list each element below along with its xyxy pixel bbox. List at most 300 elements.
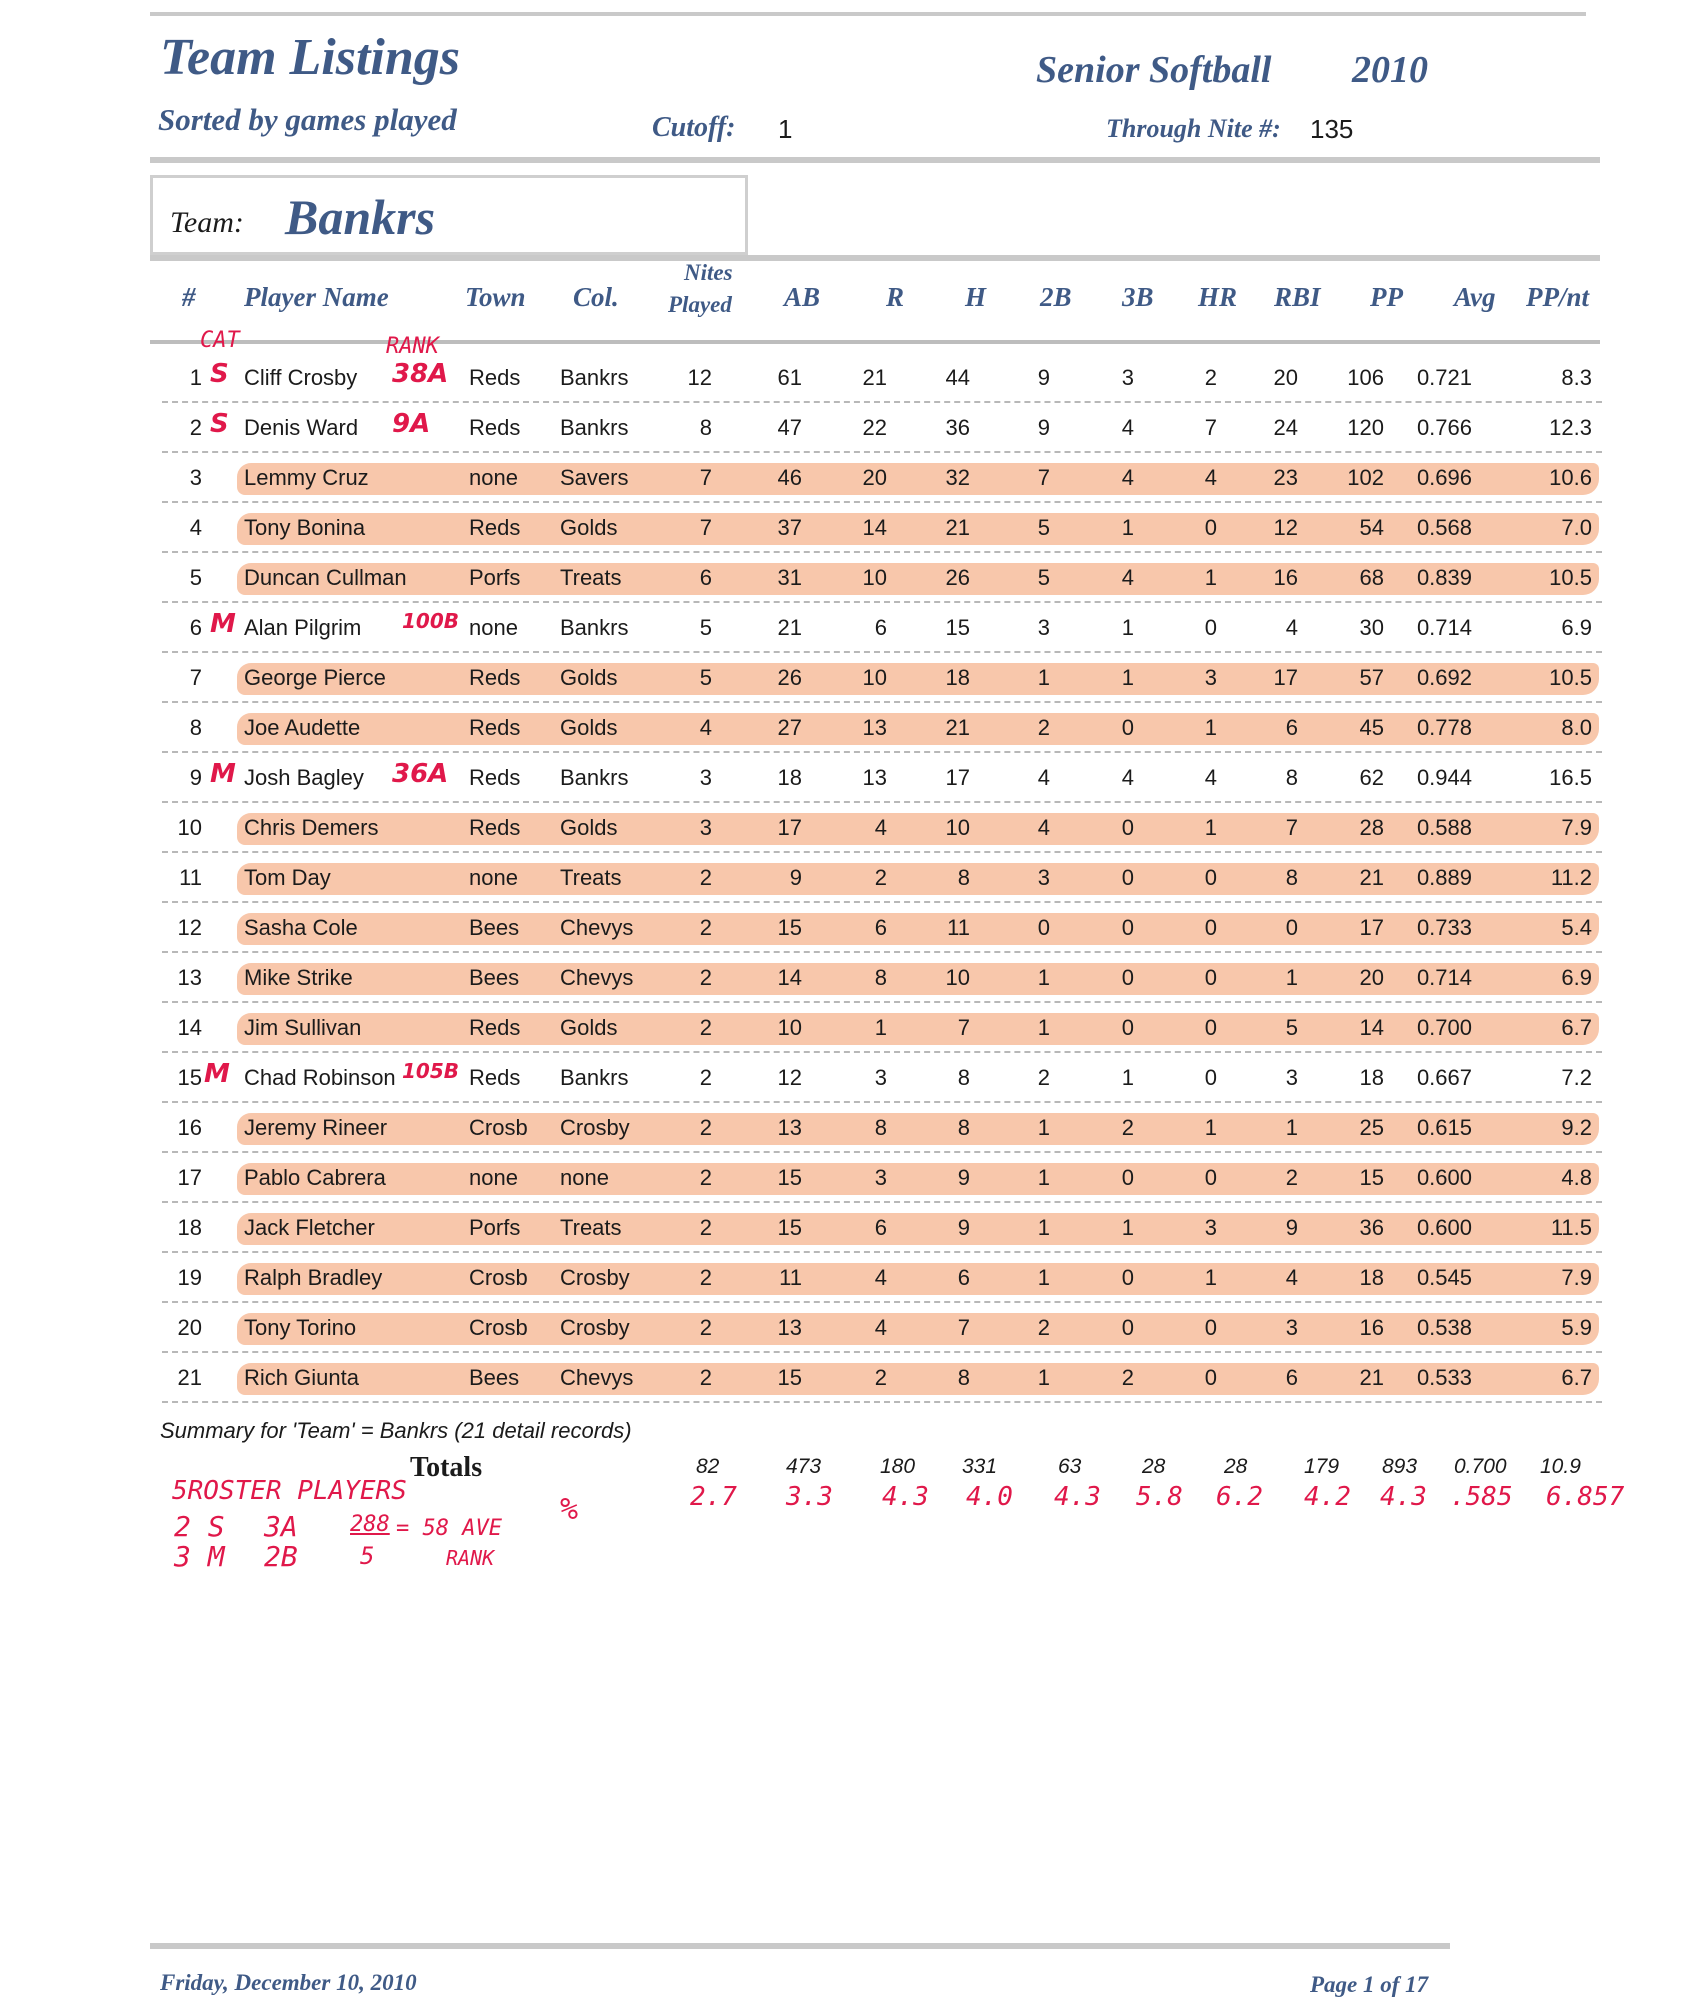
cell-3b: 1 — [1121, 615, 1134, 640]
cell-num: 4 — [189, 515, 202, 540]
handwritten-line3-c: 5 — [360, 1542, 375, 1570]
cell-avg: 0.721 — [1416, 365, 1472, 390]
cell-avg: 0.714 — [1416, 965, 1472, 990]
pct-pp: 4.2 — [1304, 1482, 1351, 1512]
cell-col: Golds — [560, 1015, 618, 1040]
table-row — [162, 455, 1602, 505]
handwritten-line3-d: RANK — [446, 1546, 495, 1570]
cell-2b: 1 — [1037, 1265, 1050, 1290]
cell-r: 6 — [874, 615, 887, 640]
cell-h: 11 — [947, 915, 970, 940]
cell-avg: 0.733 — [1416, 915, 1472, 940]
col-header-2b: 2B — [1040, 282, 1072, 312]
row-divider — [162, 1151, 1602, 1153]
cell-nites: 2 — [699, 1065, 712, 1090]
cell-rbi: 4 — [1285, 615, 1298, 640]
cell-town: Reds — [469, 815, 521, 840]
cell-town: none — [469, 465, 518, 490]
cell-nites: 2 — [699, 1365, 712, 1390]
cell-town: none — [469, 865, 518, 890]
handwritten-cat-label: CAT — [200, 328, 240, 353]
cell-avg: 0.700 — [1416, 1015, 1472, 1040]
cell-player-name: Chris Demers — [244, 815, 379, 840]
cell-hr: 4 — [1204, 465, 1217, 490]
handwritten-line2-d: = 58 AVE — [396, 1516, 502, 1541]
cell-h: 36 — [945, 415, 970, 440]
cell-r: 13 — [862, 715, 887, 740]
total-rbi: 179 — [1304, 1455, 1340, 1478]
team-label: Team: — [170, 206, 244, 239]
cell-nites: 4 — [699, 715, 712, 740]
handwritten-line2-a: 2 S — [174, 1510, 225, 1543]
cell-ppnt: 10.5 — [1549, 665, 1592, 690]
cell-town: Reds — [469, 715, 521, 740]
table-row — [162, 1355, 1602, 1405]
handwritten-line2-b: 3A — [264, 1510, 298, 1543]
cell-player-name: George Pierce — [244, 665, 386, 690]
cell-2b: 5 — [1037, 515, 1050, 540]
cell-h: 18 — [945, 665, 970, 690]
cell-2b: 9 — [1037, 365, 1050, 390]
cell-town: none — [469, 615, 518, 640]
handwritten-line3-b: 2B — [264, 1540, 298, 1573]
cell-player-name: Cliff Crosby — [244, 365, 358, 390]
cell-rbi: 0 — [1285, 915, 1298, 940]
table-row — [162, 805, 1602, 855]
cell-hr: 3 — [1204, 1215, 1217, 1240]
cell-ppnt: 16.5 — [1549, 765, 1592, 790]
cell-player-name: Jack Fletcher — [244, 1215, 375, 1240]
cell-ab: 26 — [777, 665, 802, 690]
cell-hr: 2 — [1204, 365, 1217, 390]
cell-3b: 0 — [1121, 715, 1134, 740]
row-divider — [162, 751, 1602, 753]
handwritten-pct-symbol: % — [560, 1492, 579, 1527]
cell-3b: 0 — [1121, 1015, 1134, 1040]
cell-3b: 0 — [1121, 1265, 1134, 1290]
cell-ab: 46 — [777, 465, 802, 490]
cell-ppnt: 10.5 — [1549, 565, 1592, 590]
header-rule — [150, 157, 1600, 163]
cell-2b: 1 — [1037, 965, 1050, 990]
cell-col: Treats — [560, 565, 622, 590]
cell-nites: 2 — [699, 1115, 712, 1140]
cell-rbi: 17 — [1273, 665, 1298, 690]
cell-ab: 47 — [777, 415, 802, 440]
cell-hr: 0 — [1204, 1365, 1217, 1390]
cell-hr: 1 — [1204, 815, 1217, 840]
cell-num: 6 — [189, 615, 202, 640]
cell-pp: 25 — [1359, 1115, 1384, 1140]
cell-player-name: Chad Robinson — [244, 1065, 396, 1090]
cell-col: Bankrs — [560, 365, 629, 390]
cell-col: Crosby — [560, 1315, 630, 1340]
cell-hr: 0 — [1204, 615, 1217, 640]
cell-2b: 1 — [1037, 1015, 1050, 1040]
cell-town: Reds — [469, 665, 521, 690]
cell-r: 3 — [874, 1065, 887, 1090]
cell-col: Chevys — [560, 965, 634, 990]
cell-avg: 0.538 — [1416, 1315, 1472, 1340]
row-divider — [162, 701, 1602, 703]
row-divider — [162, 551, 1602, 553]
cell-col: Bankrs — [560, 1065, 629, 1090]
cell-ab: 31 — [777, 565, 802, 590]
total-ab: 473 — [786, 1455, 822, 1478]
cell-h: 10 — [945, 965, 970, 990]
cell-town: Crosb — [469, 1315, 528, 1340]
cell-rbi: 6 — [1285, 1365, 1298, 1390]
cell-nites: 3 — [699, 765, 712, 790]
cell-player-name: Rich Giunta — [244, 1365, 359, 1390]
row-divider — [162, 401, 1602, 403]
cell-3b: 2 — [1121, 1115, 1134, 1140]
cell-num: 11 — [179, 865, 202, 890]
table-row — [162, 1105, 1602, 1155]
cell-3b: 1 — [1121, 1065, 1134, 1090]
cell-3b: 0 — [1121, 915, 1134, 940]
cell-pp: 62 — [1359, 765, 1384, 790]
col-header-pp: PP — [1370, 282, 1403, 312]
cell-player-name: Ralph Bradley — [244, 1265, 383, 1290]
handwritten-line2-c: 288 — [350, 1512, 390, 1537]
cell-player-name: Tom Day — [244, 865, 331, 890]
total-h: 331 — [962, 1455, 998, 1478]
cell-ppnt: 10.6 — [1549, 465, 1592, 490]
cell-col: Savers — [560, 465, 629, 490]
table-row — [162, 655, 1602, 705]
cell-nites: 7 — [699, 515, 712, 540]
pct-hr: 5.8 — [1136, 1482, 1183, 1512]
cell-2b: 2 — [1037, 715, 1050, 740]
cell-pp: 18 — [1359, 1065, 1384, 1090]
cell-hr: 0 — [1204, 1065, 1217, 1090]
cell-col: Bankrs — [560, 415, 629, 440]
cell-town: Reds — [469, 365, 521, 390]
cell-r: 22 — [862, 415, 887, 440]
pct-3b: 4.3 — [1054, 1482, 1101, 1512]
cell-num: 21 — [177, 1365, 202, 1390]
report-subtitle: Sorted by games played — [158, 102, 457, 137]
pct-extra: 6.857 — [1546, 1482, 1625, 1512]
col-header-rbi: RBI — [1274, 282, 1321, 312]
cell-avg: 0.766 — [1416, 415, 1472, 440]
cell-3b: 4 — [1121, 565, 1134, 590]
row-divider — [162, 1101, 1602, 1103]
cell-rbi: 16 — [1273, 565, 1298, 590]
cell-3b: 0 — [1121, 1315, 1134, 1340]
cell-2b: 1 — [1037, 1365, 1050, 1390]
cell-hr: 0 — [1204, 1015, 1217, 1040]
cell-player-name: Tony Bonina — [244, 515, 366, 540]
cell-pp: 36 — [1359, 1215, 1384, 1240]
cell-r: 8 — [874, 1115, 887, 1140]
row-divider — [162, 851, 1602, 853]
cell-ab: 13 — [777, 1315, 802, 1340]
cell-ppnt: 7.9 — [1561, 815, 1592, 840]
col-header-ab: AB — [784, 282, 821, 312]
cell-hr: 0 — [1204, 1165, 1217, 1190]
cell-3b: 1 — [1121, 1215, 1134, 1240]
cell-hr: 1 — [1204, 1115, 1217, 1140]
cell-ppnt: 6.9 — [1561, 965, 1592, 990]
columns-bottom-rule — [150, 340, 1600, 344]
cell-pp: 54 — [1359, 515, 1384, 540]
table-row — [162, 755, 1602, 805]
cell-nites: 2 — [699, 1165, 712, 1190]
cell-pp: 21 — [1359, 1365, 1384, 1390]
cell-player-name: Jeremy Rineer — [244, 1115, 388, 1140]
col-header-num: # — [182, 282, 196, 312]
pct-2b: 4.0 — [966, 1482, 1013, 1512]
row-divider — [162, 951, 1602, 953]
cell-player-name: Josh Bagley — [244, 765, 364, 790]
cell-rbi: 1 — [1285, 1115, 1298, 1140]
cell-avg: 0.588 — [1416, 815, 1472, 840]
cell-2b: 3 — [1037, 865, 1050, 890]
cell-h: 9 — [957, 1165, 970, 1190]
total-2b: 63 — [1058, 1455, 1082, 1478]
cell-num: 2 — [189, 415, 202, 440]
cell-ab: 61 — [777, 365, 802, 390]
cell-r: 6 — [874, 915, 887, 940]
cell-h: 15 — [945, 615, 970, 640]
cell-rbi: 9 — [1285, 1215, 1298, 1240]
cell-avg: 0.692 — [1416, 665, 1472, 690]
cell-col: Golds — [560, 815, 618, 840]
totals-label: Totals — [410, 1452, 483, 1483]
cell-2b: 2 — [1037, 1315, 1050, 1340]
cell-avg: 0.600 — [1416, 1215, 1472, 1240]
handwritten-cat-mark: S — [210, 359, 229, 389]
report-title: Team Listings — [160, 29, 461, 86]
cell-3b: 4 — [1121, 465, 1134, 490]
cell-h: 21 — [945, 715, 970, 740]
pct-r: 3.3 — [786, 1482, 833, 1512]
cell-rbi: 2 — [1285, 1165, 1298, 1190]
cell-rbi: 7 — [1285, 815, 1298, 840]
cell-hr: 0 — [1204, 915, 1217, 940]
cell-3b: 0 — [1121, 965, 1134, 990]
cell-nites: 5 — [699, 615, 712, 640]
cell-num: 13 — [177, 965, 202, 990]
cell-hr: 4 — [1204, 765, 1217, 790]
table-row — [162, 1055, 1602, 1105]
cell-col: Chevys — [560, 915, 634, 940]
cell-ppnt: 9.2 — [1561, 1115, 1592, 1140]
cell-pp: 17 — [1359, 915, 1384, 940]
cell-player-name: Lemmy Cruz — [244, 465, 369, 490]
cell-ppnt: 11.5 — [1550, 1215, 1592, 1240]
cell-ab: 21 — [777, 615, 802, 640]
cell-2b: 3 — [1037, 615, 1050, 640]
handwritten-roster-note: 5ROSTER PLAYERS — [172, 1476, 407, 1506]
cell-avg: 0.545 — [1416, 1265, 1472, 1290]
cell-2b: 4 — [1037, 815, 1050, 840]
cell-r: 10 — [862, 565, 887, 590]
cell-town: Porfs — [469, 565, 521, 590]
col-header-hr: HR — [1198, 282, 1238, 312]
cell-num: 18 — [177, 1215, 202, 1240]
table-row — [162, 1255, 1602, 1305]
cell-h: 44 — [945, 365, 970, 390]
cell-r: 3 — [874, 1165, 887, 1190]
cell-num: 15 — [177, 1065, 202, 1090]
cell-h: 8 — [957, 865, 970, 890]
cell-h: 10 — [945, 815, 970, 840]
cell-h: 8 — [957, 1365, 970, 1390]
cell-ab: 9 — [789, 865, 802, 890]
cell-r: 2 — [874, 1365, 887, 1390]
cell-3b: 0 — [1121, 1165, 1134, 1190]
cell-ab: 27 — [777, 715, 802, 740]
cell-r: 4 — [874, 1265, 887, 1290]
cell-pp: 68 — [1359, 565, 1384, 590]
cell-pp: 57 — [1359, 665, 1384, 690]
cell-ab: 12 — [777, 1065, 802, 1090]
cutoff-value: 1 — [778, 114, 793, 144]
cell-nites: 5 — [699, 665, 712, 690]
cell-hr: 1 — [1204, 715, 1217, 740]
cell-rbi: 23 — [1273, 465, 1298, 490]
cell-nites: 2 — [699, 1265, 712, 1290]
cell-player-name: Denis Ward — [244, 415, 359, 440]
pct-rbi: 6.2 — [1216, 1482, 1263, 1512]
top-rule — [150, 12, 1586, 16]
cell-r: 13 — [862, 765, 887, 790]
cell-hr: 0 — [1204, 515, 1217, 540]
cell-pp: 30 — [1359, 615, 1384, 640]
cell-h: 17 — [945, 765, 970, 790]
footer-page: Page 1 of 17 — [1310, 1972, 1429, 1997]
handwritten-cat-mark: S — [210, 409, 229, 439]
cell-num: 14 — [177, 1015, 202, 1040]
summary-text: Summary for 'Team' = Bankrs (21 detail records) — [160, 1418, 632, 1443]
cell-num: 20 — [177, 1315, 202, 1340]
cell-player-name: Tony Torino — [244, 1315, 357, 1340]
cell-rbi: 4 — [1285, 1265, 1298, 1290]
handwritten-line3-a: 3 M — [174, 1540, 225, 1573]
row-divider — [162, 1251, 1602, 1253]
cell-2b: 0 — [1037, 915, 1050, 940]
cell-num: 5 — [189, 565, 202, 590]
cell-r: 4 — [874, 1315, 887, 1340]
cell-col: Golds — [560, 715, 618, 740]
cell-ab: 17 — [777, 815, 802, 840]
cell-nites: 12 — [687, 365, 712, 390]
pct-ab: 2.7 — [690, 1482, 737, 1512]
cell-rbi: 3 — [1285, 1315, 1298, 1340]
handwritten-rank-mark: 9A — [392, 409, 431, 439]
cell-player-name: Joe Audette — [244, 715, 361, 740]
cell-ab: 15 — [777, 1215, 802, 1240]
table-row — [162, 1005, 1602, 1055]
cell-3b: 1 — [1121, 665, 1134, 690]
cell-r: 21 — [862, 365, 887, 390]
row-divider — [162, 801, 1602, 803]
cell-rbi: 8 — [1285, 765, 1298, 790]
report-year: 2010 — [1352, 49, 1428, 91]
cell-nites: 6 — [699, 565, 712, 590]
total-r: 180 — [880, 1455, 916, 1478]
cell-r: 20 — [862, 465, 887, 490]
handwritten-rank-mark: 105B — [402, 1059, 459, 1083]
cell-ppnt: 6.7 — [1561, 1365, 1592, 1390]
cell-num: 19 — [177, 1265, 202, 1290]
cell-player-name: Pablo Cabrera — [244, 1165, 386, 1190]
row-divider — [162, 901, 1602, 903]
league-name: Senior Softball — [1036, 49, 1272, 91]
cell-col: Chevys — [560, 1365, 634, 1390]
cell-ppnt: 5.4 — [1561, 915, 1592, 940]
cell-ab: 15 — [777, 1365, 802, 1390]
cell-town: Reds — [469, 515, 521, 540]
cell-ppnt: 7.9 — [1561, 1265, 1592, 1290]
cell-ab: 18 — [777, 765, 802, 790]
row-divider — [162, 651, 1602, 653]
cell-player-name: Sasha Cole — [244, 915, 358, 940]
cell-num: 7 — [189, 665, 202, 690]
cell-h: 26 — [945, 565, 970, 590]
cell-hr: 3 — [1204, 665, 1217, 690]
cell-h: 8 — [957, 1115, 970, 1140]
cell-player-name: Mike Strike — [244, 965, 353, 990]
cell-h: 8 — [957, 1065, 970, 1090]
cell-town: Reds — [469, 1065, 521, 1090]
col-header-nites-line1: Nites — [684, 260, 733, 285]
cell-r: 8 — [874, 965, 887, 990]
through-label: Through Nite #: — [1106, 114, 1281, 143]
cell-pp: 15 — [1359, 1165, 1384, 1190]
cell-avg: 0.696 — [1416, 465, 1472, 490]
cell-r: 1 — [874, 1015, 887, 1040]
cell-town: Reds — [469, 415, 521, 440]
cell-ppnt: 4.8 — [1561, 1165, 1592, 1190]
cell-3b: 1 — [1121, 515, 1134, 540]
cell-player-name: Alan Pilgrim — [244, 615, 362, 640]
cell-town: none — [469, 1165, 518, 1190]
cell-ab: 13 — [777, 1115, 802, 1140]
cell-nites: 2 — [699, 1015, 712, 1040]
cell-2b: 4 — [1037, 765, 1050, 790]
cell-town: Crosb — [469, 1115, 528, 1140]
handwritten-rank-mark: 100B — [402, 609, 459, 633]
cell-rbi: 24 — [1273, 415, 1298, 440]
cell-avg: 0.615 — [1416, 1115, 1472, 1140]
cell-player-name: Jim Sullivan — [244, 1015, 362, 1040]
row-divider — [162, 1201, 1602, 1203]
cell-hr: 0 — [1204, 965, 1217, 990]
table-row — [162, 555, 1602, 605]
cell-r: 10 — [862, 665, 887, 690]
cell-2b: 7 — [1037, 465, 1050, 490]
cell-ppnt: 7.2 — [1561, 1065, 1592, 1090]
col-header-name: Player Name — [244, 282, 389, 312]
columns-top-rule — [150, 255, 1600, 261]
cell-ppnt: 5.9 — [1561, 1315, 1592, 1340]
row-divider — [162, 1351, 1602, 1353]
cell-ppnt: 8.3 — [1561, 365, 1592, 390]
cell-3b: 4 — [1121, 415, 1134, 440]
team-name: Bankrs — [285, 189, 436, 245]
cell-pp: 16 — [1359, 1315, 1384, 1340]
col-header-ppnt: PP/nt — [1526, 282, 1590, 312]
cell-rbi: 1 — [1285, 965, 1298, 990]
cell-town: Reds — [469, 765, 521, 790]
cell-num: 10 — [177, 815, 202, 840]
cell-rbi: 12 — [1273, 515, 1298, 540]
cell-nites: 2 — [699, 965, 712, 990]
